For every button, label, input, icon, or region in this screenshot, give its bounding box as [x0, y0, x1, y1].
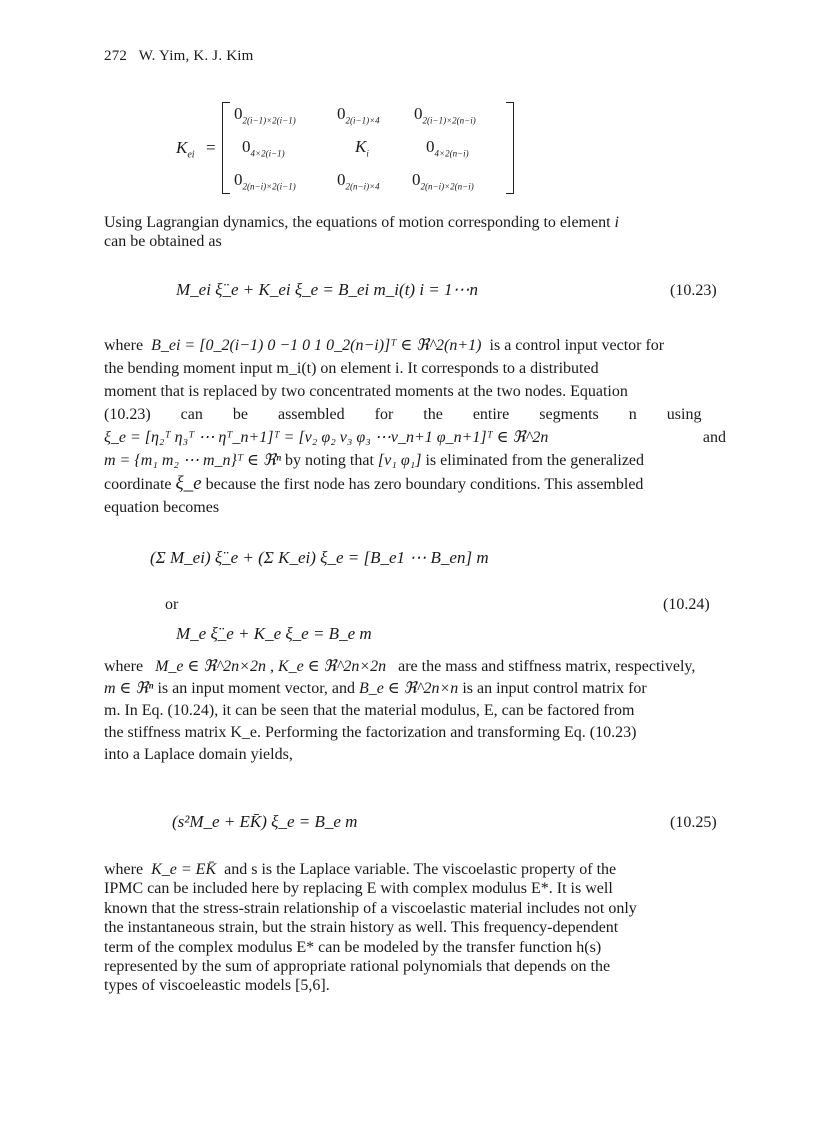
math-B-ei: B_ei = [0_2(i−1) 0 −1 0 1 0_2(n−i)]ᵀ ∈ ℜ^2(n+1) — [151, 337, 482, 354]
matrix-cell: $0_{4\times 2(n-i)}$ — [426, 137, 469, 159]
paragraph-viscoelastic: where K_e = EK̄ and s is the Laplace variable. The viscoelastic property of the IPMC can be included here by replacing E with complex modulus E*. It is well known that the stress-strain relationship of a viscoelastic material includes not only the instantaneous strain, but the strain history as well. This frequency-dependent term of the complex modulus E* can be modeled by the transfer function h(s) represented by the sum of appropriate rational polynomials that depends on the types of viscoeleastic models [5,6]. — [104, 861, 637, 995]
matrix-cell: $0_{2(n-i)\times 2(i-1)}$ — [234, 170, 296, 192]
matrix-equals: = — [206, 138, 216, 157]
paragraph-mass-stiffness: where M_e ∈ ℜ^2n×2n , K_e ∈ ℜ^2n×2n are the mass and stiffness matrix, respectively, m ∈ ℜⁿ is an input moment vector, and B_e ∈ ℜ^2n×n is an input control matrix for m. In Eq. (10.24), it can be seen that the material modulus, E, can be factored from the stiffness matrix K_e. Performing the factorization and transforming Eq. (10.23) into a Laplace domain yields, — [104, 658, 696, 763]
math-xi-e: ξ_e = [η₂ᵀ η₃ᵀ ⋯ ηᵀ_n+1]ᵀ = [v₂ φ₂ v₃ φ₃ ⋯v_n+1 φ_n+1]ᵀ ∈ ℜ^2n — [104, 429, 549, 446]
equation-10-24-compact: M_e ξ̈_e + K_e ξ_e = B_e m — [176, 624, 372, 643]
paragraph-lagrangian: Using Lagrangian dynamics, the equations of motion corresponding to element i can be obtained as — [104, 214, 619, 250]
matrix-cell: $K_i$ — [355, 137, 369, 159]
or-label: or — [165, 596, 179, 613]
matrix-cell: $0_{2(i-1)\times 2(n-i)}$ — [414, 104, 476, 126]
equation-10-25: (s²M_e + EK̄) ξ_e = B_e m — [172, 812, 358, 831]
matrix-cell: $0_{2(i-1)\times 2(i-1)}$ — [234, 104, 296, 126]
equation-number-10-25: (10.25) — [670, 814, 717, 831]
left-bracket — [222, 102, 230, 194]
equation-assembled: (Σ M_ei) ξ̈_e + (Σ K_ei) ξ_e = [B_e1 ⋯ B_en] m — [150, 548, 489, 567]
matrix-cell: $0_{4\times 2(i-1)}$ — [242, 137, 285, 159]
matrix-cell: $0_{2(i-1)\times 4}$ — [337, 104, 380, 126]
math-m-vector: m = {m₁ m₂ ⋯ m_n}ᵀ ∈ ℜⁿ — [104, 452, 282, 469]
paragraph-control-input: where B_ei = [0_2(i−1) 0 −1 0 1 0_2(n−i)]ᵀ ∈ ℜ^2(n+1) is a control input vector for the bending moment input m_i(t) on element i. It corresponds to a distributed moment that is replaced by two concentrated moments at the two nodes. Equation (10.23) can be assembled for the entire segments n using ξ_e = [η₂ᵀ η₃ᵀ ⋯ ηᵀ_n+1]ᵀ = [v₂ φ₂ v₃ φ₃ ⋯v_n+1 φ_n+1]ᵀ ∈ ℜ^2n and m = {m₁ m₂ ⋯ m_n}ᵀ ∈ ℜⁿ by noting that [v₁ φ₁] is eliminated from the generalized coordinate ξ_e because the first node has zero boundary conditions. This assembled equation becomes — [104, 337, 726, 516]
equation-number-10-24: (10.24) — [663, 596, 710, 613]
author-names: W. Yim, K. J. Kim — [138, 48, 254, 64]
equation-number-10-23: (10.23) — [670, 282, 717, 299]
matrix-cell: $0_{2(n-i)\times 2(n-i)}$ — [412, 170, 474, 192]
equation-10-23: M_ei ξ̈_e + K_ei ξ_e = B_ei m_i(t) i = 1⋯n — [176, 280, 479, 299]
running-header — [104, 48, 254, 65]
matrix-cell: $0_{2(n-i)\times 4}$ — [337, 170, 380, 192]
matrix-lhs: $K_{ei}$ — [176, 138, 195, 161]
page-number: 272 — [104, 48, 128, 64]
block-matrix — [222, 102, 514, 194]
right-bracket — [506, 102, 514, 194]
